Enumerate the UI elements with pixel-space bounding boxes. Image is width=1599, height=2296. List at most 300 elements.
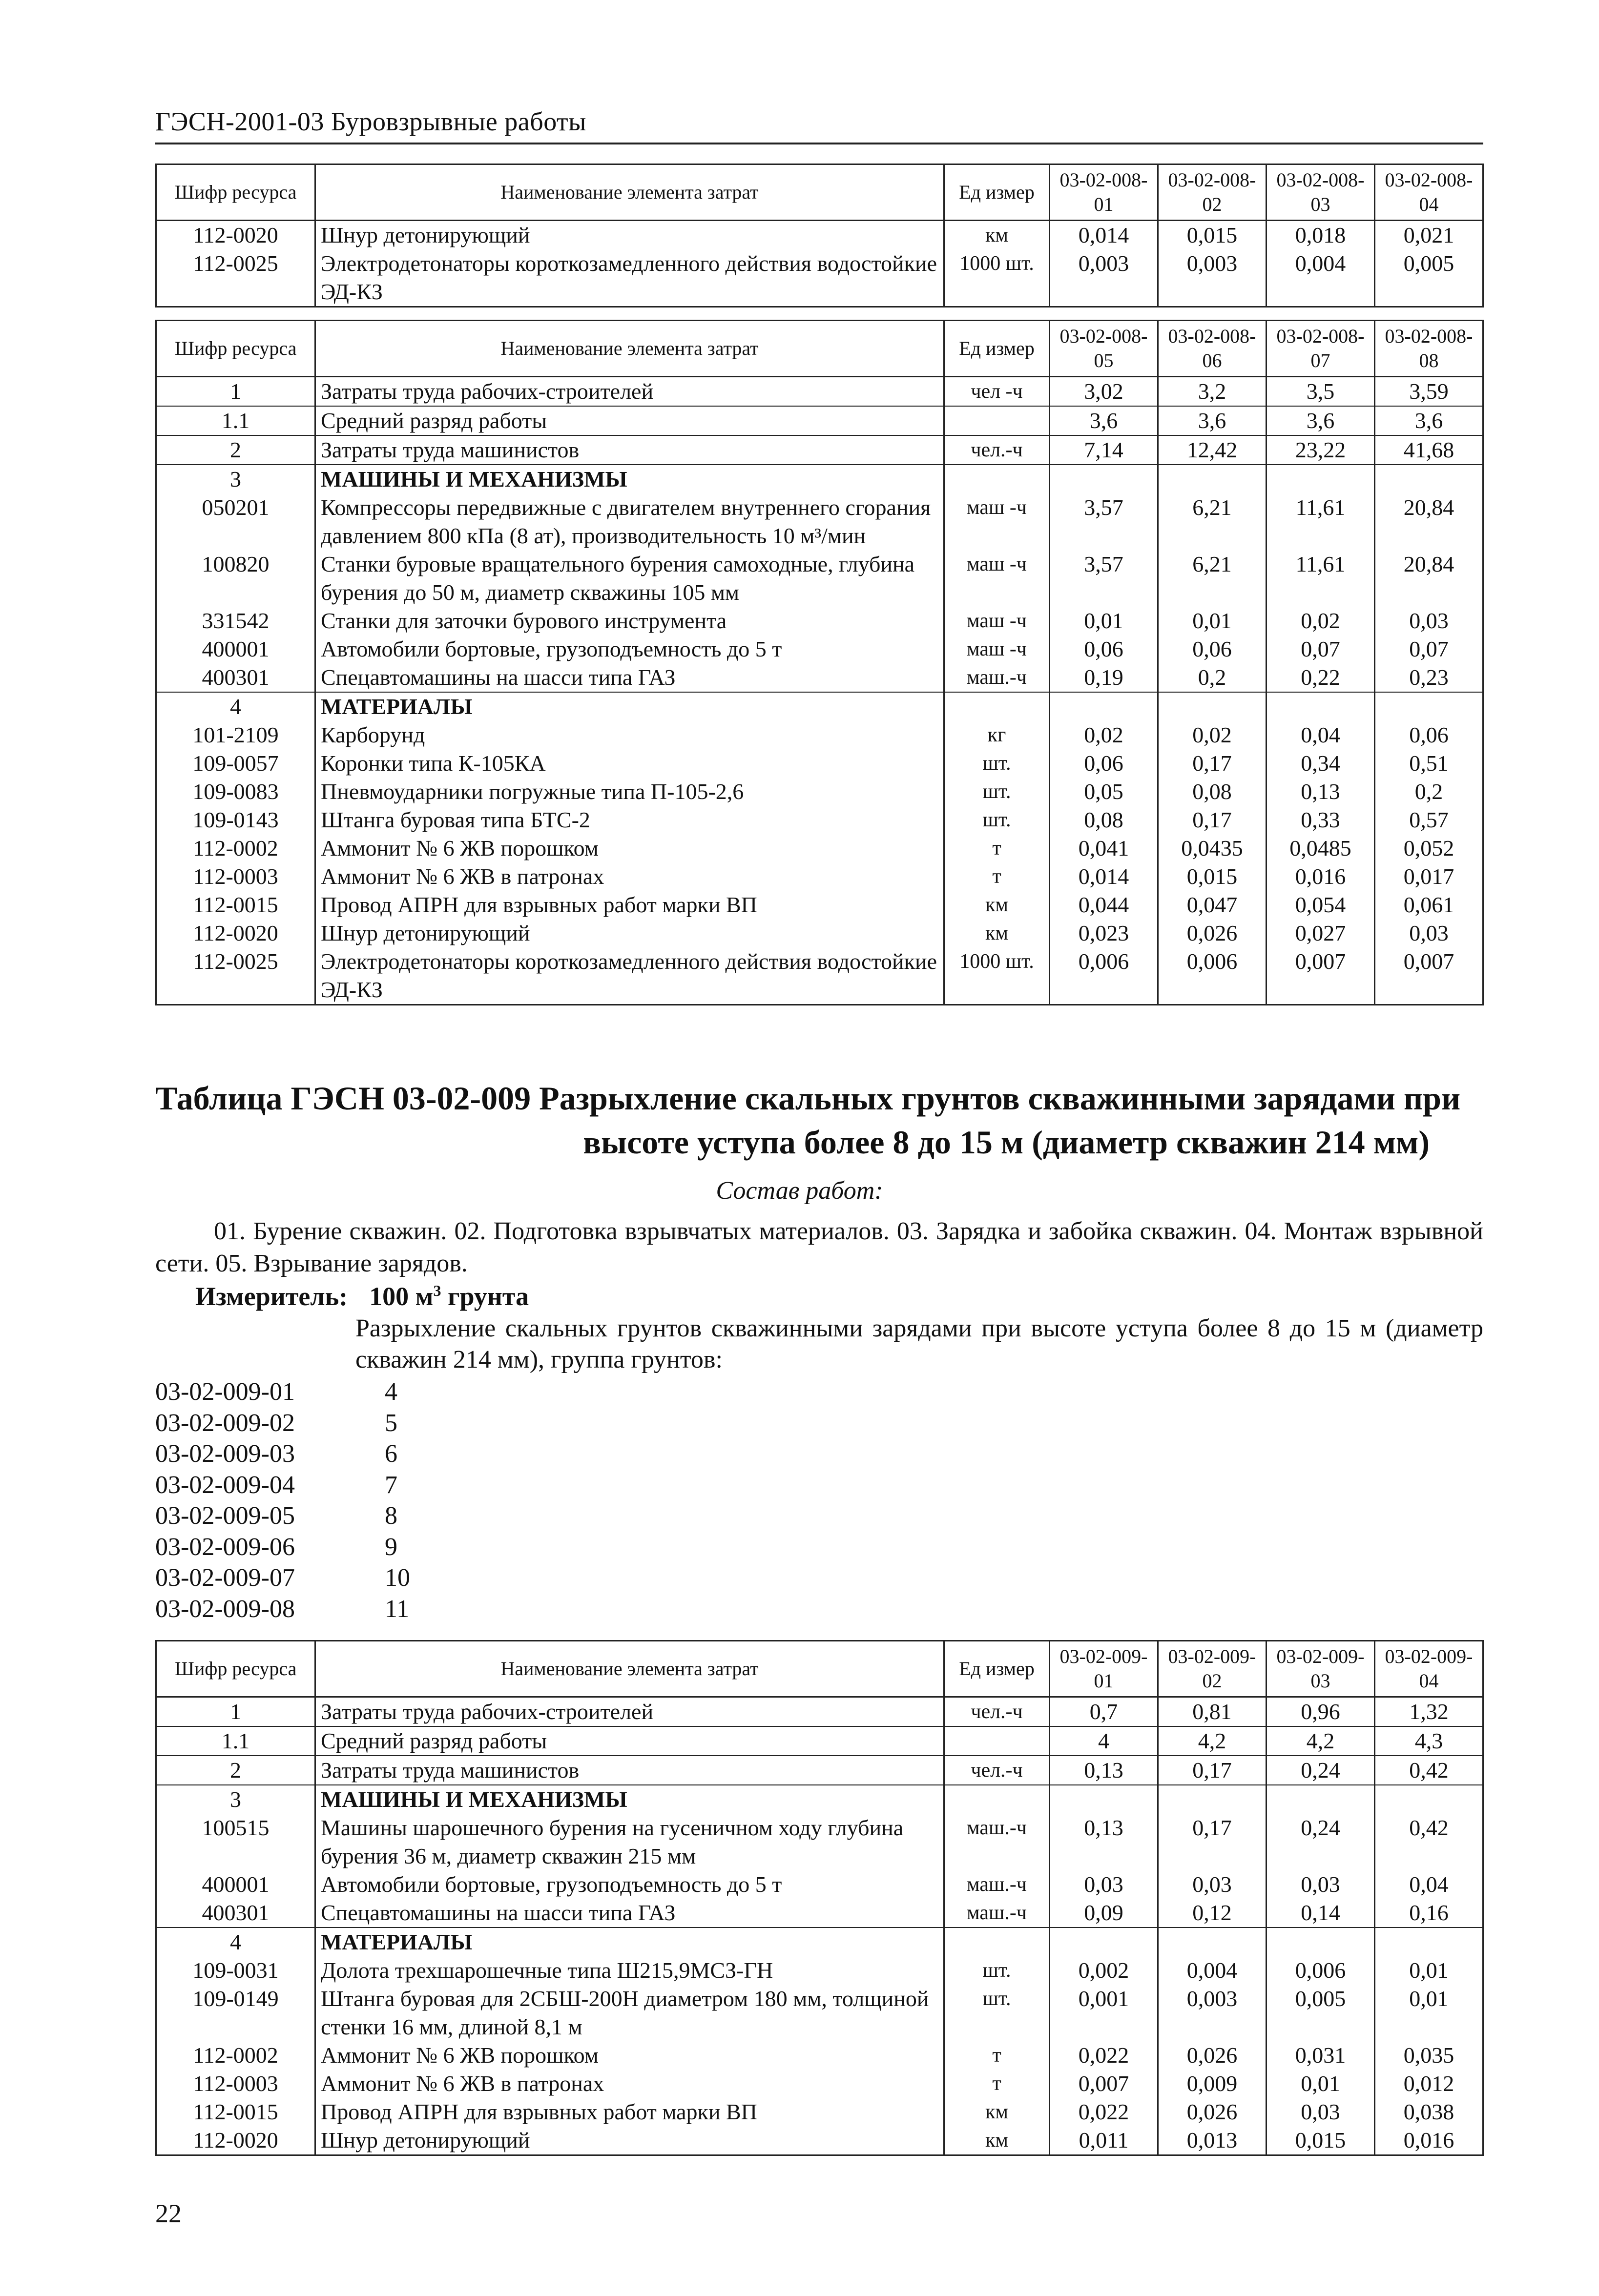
resource-code: 112-0003: [156, 2070, 315, 2098]
resource-name: Аммонит № 6 ЖВ в патронах: [315, 862, 944, 891]
table-row: [156, 1697, 1483, 1727]
resource-unit: [944, 406, 1050, 435]
norm-value: 3,6: [1158, 406, 1267, 435]
header-col: 03-02-008-08: [1375, 321, 1483, 377]
resource-code: 112-0020: [156, 919, 315, 947]
resource-table-008-01-04: [155, 164, 1484, 308]
norm-value: 0,02: [1267, 607, 1375, 635]
norm-value: 0,054: [1267, 891, 1375, 919]
header-col: 03-02-008-02: [1158, 164, 1267, 221]
header-col: 03-02-008-03: [1267, 164, 1375, 221]
norm-value: 0,022: [1050, 2041, 1158, 2070]
norm-value: 0,012: [1375, 2070, 1483, 2098]
norm-value: 3,02: [1050, 377, 1158, 407]
norm-value: 0,24: [1267, 1756, 1375, 1785]
table-row: [156, 1756, 1483, 1785]
resource-name: МАТЕРИАЛЫ: [315, 1927, 944, 1956]
norm-value: 0,011: [1050, 2126, 1158, 2155]
norm-value: 3,6: [1375, 406, 1483, 435]
norm-value: 0,021: [1375, 221, 1483, 250]
header-col: 03-02-008-01: [1050, 164, 1158, 221]
norm-value: 0,01: [1375, 1956, 1483, 1985]
resource-code: 109-0083: [156, 778, 315, 806]
table-row: [156, 435, 1483, 465]
norm-value: 11,61: [1267, 493, 1375, 550]
header-code: Шифр ресурса: [156, 164, 315, 221]
norm-value: 0,04: [1375, 1870, 1483, 1899]
resource-code: 109-0143: [156, 806, 315, 834]
soil-group: 9: [385, 1533, 397, 1561]
norm-value: 0,015: [1267, 2126, 1375, 2155]
resource-code: 109-0149: [156, 1985, 315, 2041]
resource-name: Аммонит № 6 ЖВ в патронах: [315, 2070, 944, 2098]
resource-code: 1.1: [156, 1726, 315, 1756]
resource-unit: км: [944, 2098, 1050, 2126]
resource-unit: кг: [944, 721, 1050, 749]
resource-code: 109-0057: [156, 749, 315, 778]
table-row: [156, 2041, 1483, 2070]
resource-code: 112-0020: [156, 221, 315, 250]
resource-unit: км: [944, 2126, 1050, 2155]
norm-value: 0,42: [1375, 1756, 1483, 1785]
norm-value: 3,57: [1050, 550, 1158, 607]
resource-name: Электродетонаторы короткозамедленного действия водостойкие ЭД-КЗ: [315, 249, 944, 307]
norm-value: 6,21: [1158, 550, 1267, 607]
norm-code: 03-02-009-02: [155, 1409, 295, 1437]
resource-name: Автомобили бортовые, грузоподъемность до 5 т: [315, 1870, 944, 1899]
header-name: Наименование элемента затрат: [315, 164, 944, 221]
norm-value: 1,32: [1375, 1697, 1483, 1727]
soil-group: 6: [385, 1440, 397, 1468]
table-row: [156, 406, 1483, 435]
norm-value: 0,007: [1375, 947, 1483, 1005]
norm-value: 0,017: [1375, 862, 1483, 891]
resource-name: МАШИНЫ И МЕХАНИЗМЫ: [315, 465, 944, 493]
resource-code: 112-0025: [156, 249, 315, 307]
norm-value: 0,17: [1158, 749, 1267, 778]
resource-name: Аммонит № 6 ЖВ порошком: [315, 834, 944, 862]
table-row: [156, 1726, 1483, 1756]
composition-caption: Состав работ:: [716, 1177, 883, 1205]
header-code: Шифр ресурса: [156, 1641, 315, 1697]
resource-unit: т: [944, 2070, 1050, 2098]
resource-code: 4: [156, 1927, 315, 1956]
norm-value: 0,016: [1267, 862, 1375, 891]
norm-value: [1267, 1785, 1375, 1814]
norm-value: [1375, 1785, 1483, 1814]
resource-unit: км: [944, 891, 1050, 919]
norm-value: 0,061: [1375, 891, 1483, 919]
table-title-line-1: Таблица ГЭСН 03-02-009 Разрыхление скальных грунтов скважинными зарядами при: [155, 1080, 1461, 1117]
norm-value: [1050, 1785, 1158, 1814]
header-col: 03-02-009-01: [1050, 1641, 1158, 1697]
norm-value: 11,61: [1267, 550, 1375, 607]
norm-value: 0,17: [1158, 1814, 1267, 1870]
resource-name: Карборунд: [315, 721, 944, 749]
resource-unit: чел -ч: [944, 377, 1050, 407]
norm-value: 4: [1050, 1726, 1158, 1756]
norm-value: 0,03: [1158, 1870, 1267, 1899]
header-col: 03-02-008-04: [1375, 164, 1483, 221]
norm-value: [1375, 1927, 1483, 1956]
resource-code: 2: [156, 435, 315, 465]
norm-value: 0,7: [1050, 1697, 1158, 1727]
resource-code: 400301: [156, 663, 315, 692]
table-title-line-2: высоте уступа более 8 до 15 м (диаметр скважин 214 мм): [583, 1124, 1430, 1161]
list-item: [155, 1470, 410, 1501]
table-row: [156, 1927, 1483, 1956]
norm-value: 23,22: [1267, 435, 1375, 465]
table-row: [156, 862, 1483, 891]
norm-value: [1158, 692, 1267, 721]
resource-unit: [944, 1927, 1050, 1956]
resource-unit: маш -ч: [944, 550, 1050, 607]
resource-unit: [944, 465, 1050, 493]
norm-value: 0,05: [1050, 778, 1158, 806]
norm-value: 0,038: [1375, 2098, 1483, 2126]
norm-value: 20,84: [1375, 493, 1483, 550]
resource-code: 112-0015: [156, 2098, 315, 2126]
norm-value: 0,06: [1050, 635, 1158, 663]
norm-value: 7,14: [1050, 435, 1158, 465]
norm-value: 0,052: [1375, 834, 1483, 862]
resource-unit: чел.-ч: [944, 1697, 1050, 1727]
norm-value: 0,007: [1267, 947, 1375, 1005]
norm-value: 4,2: [1158, 1726, 1267, 1756]
resource-table-008-05-08: [155, 320, 1484, 1005]
resource-name: Станки для заточки бурового инструмента: [315, 607, 944, 635]
list-item: [155, 1594, 410, 1625]
resource-unit: маш.-ч: [944, 1814, 1050, 1870]
measure-superscript: 3: [433, 1282, 441, 1299]
resource-name: Машины шарошечного бурения на гусеничном ходу глубина бурения 36 м, диаметр скважин 215 мм: [315, 1814, 944, 1870]
resource-code: 109-0031: [156, 1956, 315, 1985]
norm-value: 0,16: [1375, 1899, 1483, 1927]
resource-code: 112-0015: [156, 891, 315, 919]
resource-unit: [944, 1785, 1050, 1814]
norm-value: 0,015: [1158, 862, 1267, 891]
norm-value: 0,003: [1158, 249, 1267, 307]
table-title: [155, 1076, 1483, 1164]
resource-unit: 1000 шт.: [944, 947, 1050, 1005]
norm-value: 0,027: [1267, 919, 1375, 947]
table-row: [156, 377, 1483, 407]
resource-unit: маш -ч: [944, 635, 1050, 663]
norm-value: 12,42: [1158, 435, 1267, 465]
resource-name: Штанга буровая для 2СБШ-200Н диаметром 180 мм, толщиной стенки 16 мм, длиной 8,1 м: [315, 1985, 944, 2041]
resource-unit: маш -ч: [944, 493, 1050, 550]
table-row: [156, 221, 1483, 250]
resource-code: 3: [156, 1785, 315, 1814]
norm-value: [1158, 465, 1267, 493]
norm-value: 0,047: [1158, 891, 1267, 919]
resource-name: Штанга буровая типа БТС-2: [315, 806, 944, 834]
norm-value: 0,014: [1050, 862, 1158, 891]
norm-value: 0,13: [1050, 1756, 1158, 1785]
table-row: [156, 2126, 1483, 2155]
resource-code: 101-2109: [156, 721, 315, 749]
norm-value: 0,2: [1375, 778, 1483, 806]
norm-code: 03-02-009-03: [155, 1440, 295, 1468]
measure-tail: грунта: [441, 1282, 529, 1311]
resource-code: 400001: [156, 1870, 315, 1899]
norm-value: 0,001: [1050, 1985, 1158, 2041]
norm-value: 0,0485: [1267, 834, 1375, 862]
resource-name: Станки буровые вращательного бурения самоходные, глубина бурения до 50 м, диаметр скважины 105 мм: [315, 550, 944, 607]
resource-code: 2: [156, 1756, 315, 1785]
header-unit: Ед измер: [944, 1641, 1050, 1697]
norm-value: [1050, 692, 1158, 721]
resource-unit: км: [944, 919, 1050, 947]
norm-value: 20,84: [1375, 550, 1483, 607]
norm-value: 0,03: [1050, 1870, 1158, 1899]
table-row: [156, 1870, 1483, 1899]
norm-value: 0,006: [1158, 947, 1267, 1005]
norm-value: 0,02: [1050, 721, 1158, 749]
table-row: [156, 1985, 1483, 2041]
resource-unit: шт.: [944, 749, 1050, 778]
resource-code: 100515: [156, 1814, 315, 1870]
resource-code: 1: [156, 1697, 315, 1727]
table-row: [156, 249, 1483, 307]
norm-value: 0,009: [1158, 2070, 1267, 2098]
resource-code: 112-0002: [156, 834, 315, 862]
norm-value: 0,035: [1375, 2041, 1483, 2070]
norm-value: 0,34: [1267, 749, 1375, 778]
resource-code: 112-0002: [156, 2041, 315, 2070]
norm-value: 0,016: [1375, 2126, 1483, 2155]
norm-value: 0,015: [1158, 221, 1267, 250]
norm-value: 0,031: [1267, 2041, 1375, 2070]
norm-code: 03-02-009-05: [155, 1502, 295, 1530]
norm-value: 3,57: [1050, 493, 1158, 550]
resource-code: 400301: [156, 1899, 315, 1927]
norm-value: 0,026: [1158, 2041, 1267, 2070]
norm-value: 4,3: [1375, 1726, 1483, 1756]
norm-value: 0,33: [1267, 806, 1375, 834]
resource-name: Электродетонаторы короткозамедленного действия водостойкие ЭД-КЗ: [315, 947, 944, 1005]
norm-value: 3,6: [1050, 406, 1158, 435]
resource-unit: чел.-ч: [944, 1756, 1050, 1785]
header-name: Наименование элемента затрат: [315, 1641, 944, 1697]
norm-value: [1267, 1927, 1375, 1956]
table-row: [156, 2070, 1483, 2098]
norm-value: 0,002: [1050, 1956, 1158, 1985]
norm-value: 3,59: [1375, 377, 1483, 407]
table-row: [156, 635, 1483, 663]
resource-unit: шт.: [944, 806, 1050, 834]
norm-value: 0,03: [1267, 1870, 1375, 1899]
table-row: [156, 834, 1483, 862]
norm-value: 0,023: [1050, 919, 1158, 947]
resource-code: 3: [156, 465, 315, 493]
table-row: [156, 607, 1483, 635]
norm-value: 0,018: [1267, 221, 1375, 250]
resource-name: Затраты труда рабочих-строителей: [315, 1697, 944, 1727]
list-item: [155, 1500, 410, 1532]
norm-value: 0,022: [1050, 2098, 1158, 2126]
norm-value: [1158, 1927, 1267, 1956]
norm-value: 41,68: [1375, 435, 1483, 465]
norm-value: 0,13: [1267, 778, 1375, 806]
norm-value: 0,22: [1267, 663, 1375, 692]
norm-value: 0,06: [1375, 721, 1483, 749]
norm-value: 0,004: [1267, 249, 1375, 307]
norm-value: 0,06: [1158, 635, 1267, 663]
resource-name: Долота трехшарошечные типа Ш215,9МСЗ-ГН: [315, 1956, 944, 1985]
measure-label: Измеритель:: [195, 1282, 348, 1311]
norm-code: 03-02-009-08: [155, 1595, 295, 1623]
norm-value: 0,12: [1158, 1899, 1267, 1927]
resource-name: Средний разряд работы: [315, 406, 944, 435]
table-row: [156, 891, 1483, 919]
table-row: [156, 778, 1483, 806]
norm-value: 0,044: [1050, 891, 1158, 919]
resource-name: Провод АПРН для взрывных работ марки ВП: [315, 2098, 944, 2126]
list-item: [155, 1562, 410, 1594]
norm-value: 0,03: [1375, 919, 1483, 947]
table-row: [156, 1956, 1483, 1985]
norm-value: 0,09: [1050, 1899, 1158, 1927]
soil-group: 11: [385, 1595, 410, 1623]
header-col: 03-02-008-06: [1158, 321, 1267, 377]
norm-value: 0,01: [1158, 607, 1267, 635]
running-header: ГЭСН-2001-03 Буровзрывные работы: [155, 107, 586, 136]
norm-value: [1375, 692, 1483, 721]
norm-value: [1375, 465, 1483, 493]
norm-description: Разрыхление скальных грунтов скважинными зарядами при высоте уступа более 8 до 15 м (диаметр скважин 214 мм), группа грунтов:: [355, 1314, 1483, 1374]
resource-code: 112-0020: [156, 2126, 315, 2155]
table-row: [156, 465, 1483, 493]
norm-value: 0,23: [1375, 663, 1483, 692]
resource-name: Автомобили бортовые, грузоподъемность до 5 т: [315, 635, 944, 663]
table-row: [156, 749, 1483, 778]
norm-value: 0,041: [1050, 834, 1158, 862]
resource-unit: маш.-ч: [944, 1899, 1050, 1927]
header-col: 03-02-009-04: [1375, 1641, 1483, 1697]
resource-unit: 1000 шт.: [944, 249, 1050, 307]
resource-code: 1: [156, 377, 315, 407]
norm-value: 0,03: [1267, 2098, 1375, 2126]
norm-value: 0,06: [1050, 749, 1158, 778]
measure: [195, 1281, 529, 1312]
table-row: [156, 1899, 1483, 1927]
list-item: [155, 1438, 410, 1470]
norm-value: 0,007: [1050, 2070, 1158, 2098]
norm-value: 0,014: [1050, 221, 1158, 250]
header-unit: Ед измер: [944, 164, 1050, 221]
resource-code: 112-0003: [156, 862, 315, 891]
resource-name: Шнур детонирующий: [315, 221, 944, 250]
norm-value: [1267, 692, 1375, 721]
norm-value: 3,5: [1267, 377, 1375, 407]
soil-group: 8: [385, 1502, 397, 1530]
norm-value: 0,04: [1267, 721, 1375, 749]
header-rule: [155, 143, 1483, 144]
norm-value: 0,57: [1375, 806, 1483, 834]
norm-value: 0,13: [1050, 1814, 1158, 1870]
header-col: 03-02-009-03: [1267, 1641, 1375, 1697]
norm-value: 0,0435: [1158, 834, 1267, 862]
resource-name: МАТЕРИАЛЫ: [315, 692, 944, 721]
list-item: [155, 1532, 410, 1563]
resource-name: Аммонит № 6 ЖВ порошком: [315, 2041, 944, 2070]
norm-value: 0,17: [1158, 806, 1267, 834]
header-col: 03-02-008-07: [1267, 321, 1375, 377]
resource-name: Пневмоударники погружные типа П-105-2,6: [315, 778, 944, 806]
norm-value: 0,07: [1267, 635, 1375, 663]
norm-value: 0,003: [1158, 1985, 1267, 2041]
soil-group: 7: [385, 1471, 397, 1499]
norm-value: 0,006: [1267, 1956, 1375, 1985]
norm-value: 0,013: [1158, 2126, 1267, 2155]
resource-unit: т: [944, 862, 1050, 891]
table-row: [156, 2098, 1483, 2126]
resource-unit: шт.: [944, 778, 1050, 806]
norm-code: 03-02-009-04: [155, 1471, 295, 1499]
composition-text: 01. Бурение скважин. 02. Подготовка взрывчатых материалов. 03. Зарядка и забойка скважин. 04. Монтаж взрывной сети. 05. Взрывание зарядов.: [155, 1217, 1483, 1277]
resource-name: Затраты труда машинистов: [315, 435, 944, 465]
norm-value: 0,003: [1050, 249, 1158, 307]
norm-value: 4,2: [1267, 1726, 1375, 1756]
resource-unit: маш.-ч: [944, 663, 1050, 692]
resource-name: Компрессоры передвижные с двигателем внутреннего сгорания давлением 800 кПа (8 ат), производительность 10 м³/мин: [315, 493, 944, 550]
resource-unit: чел.-ч: [944, 435, 1050, 465]
header-unit: Ед измер: [944, 321, 1050, 377]
norm-value: 0,96: [1267, 1697, 1375, 1727]
resource-unit: маш -ч: [944, 607, 1050, 635]
header-name: Наименование элемента затрат: [315, 321, 944, 377]
soil-group-list: [155, 1376, 410, 1624]
norm-value: [1050, 465, 1158, 493]
norm-value: 0,08: [1158, 778, 1267, 806]
table-row: [156, 947, 1483, 1005]
resource-name: Шнур детонирующий: [315, 919, 944, 947]
header-col: 03-02-009-02: [1158, 1641, 1267, 1697]
resource-unit: шт.: [944, 1985, 1050, 2041]
resource-unit: т: [944, 834, 1050, 862]
norm-value: [1158, 1785, 1267, 1814]
norm-value: 0,004: [1158, 1956, 1267, 1985]
norm-value: 0,02: [1158, 721, 1267, 749]
table-row: [156, 692, 1483, 721]
norm-value: 0,24: [1267, 1814, 1375, 1870]
resource-name: Затраты труда рабочих-строителей: [315, 377, 944, 407]
table-row: [156, 806, 1483, 834]
resource-code: 4: [156, 692, 315, 721]
norm-value: 0,17: [1158, 1756, 1267, 1785]
norm-value: 3,2: [1158, 377, 1267, 407]
table-row: [156, 1785, 1483, 1814]
norm-value: 6,21: [1158, 493, 1267, 550]
norm-value: 0,51: [1375, 749, 1483, 778]
soil-group: 10: [385, 1564, 410, 1592]
resource-name: Спецавтомашины на шасси типа ГАЗ: [315, 1899, 944, 1927]
resource-unit: шт.: [944, 1956, 1050, 1985]
norm-value: 0,07: [1375, 635, 1483, 663]
list-item: [155, 1408, 410, 1439]
resource-unit: маш.-ч: [944, 1870, 1050, 1899]
table-row: [156, 919, 1483, 947]
table-row: [156, 1814, 1483, 1870]
resource-code: 112-0025: [156, 947, 315, 1005]
table-row: [156, 493, 1483, 550]
resource-name: Провод АПРН для взрывных работ марки ВП: [315, 891, 944, 919]
resource-name: Затраты труда машинистов: [315, 1756, 944, 1785]
norm-value: 0,026: [1158, 2098, 1267, 2126]
resource-code: 050201: [156, 493, 315, 550]
resource-unit: [944, 1726, 1050, 1756]
